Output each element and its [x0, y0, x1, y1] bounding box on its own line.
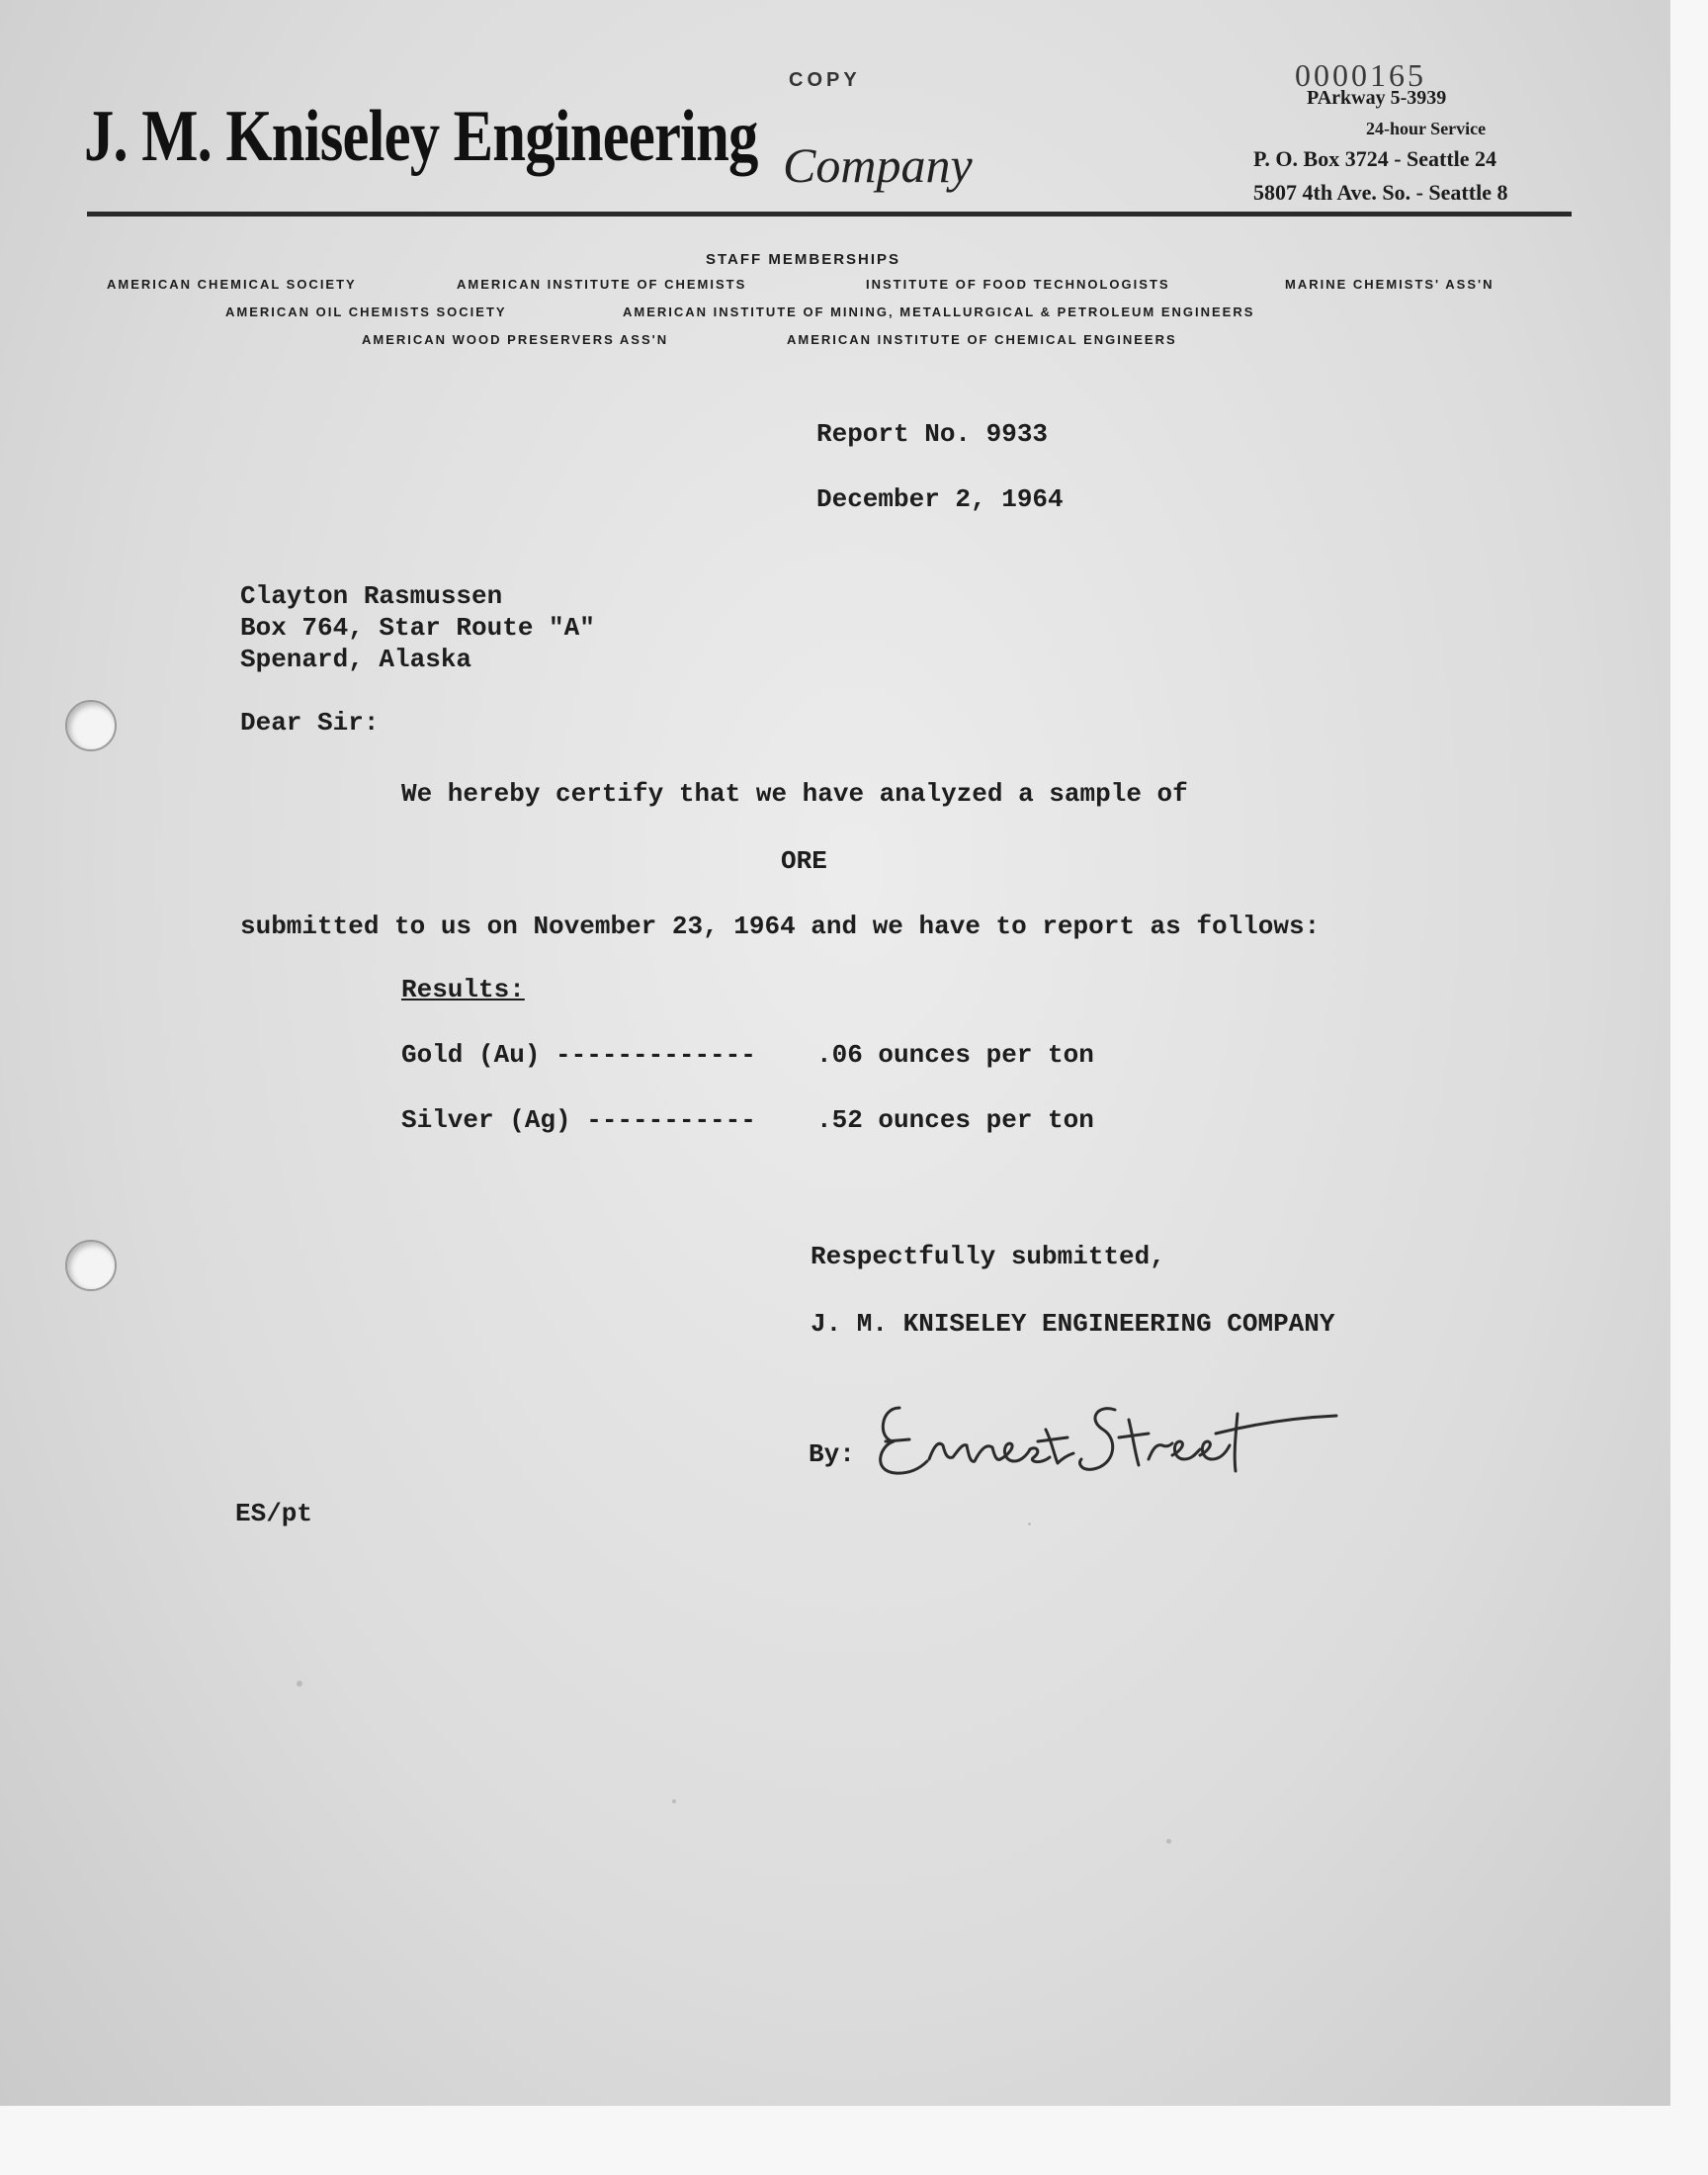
result-element: Gold (Au) ------------- [401, 1040, 756, 1070]
membership-item: AMERICAN INSTITUTE OF MINING, METALLURGICAL & PETROLEUM ENGINEERS [623, 304, 1255, 319]
result-value: .52 ounces per ton [816, 1105, 1094, 1135]
company-word: Company [783, 137, 973, 193]
by-label: By: [809, 1439, 855, 1469]
closing: Respectfully submitted, [811, 1242, 1165, 1271]
po-box-address: P. O. Box 3724 - Seattle 24 [1253, 146, 1497, 171]
salutation: Dear Sir: [240, 708, 380, 738]
scan-speck [1166, 1839, 1171, 1844]
signing-company: J. M. KNISELEY ENGINEERING COMPANY [811, 1309, 1335, 1339]
membership-item: AMERICAN INSTITUTE OF CHEMISTS [457, 277, 747, 292]
sample-material: ORE [781, 846, 827, 876]
memberships-title: STAFF MEMBERSHIPS [706, 251, 901, 268]
punch-hole [65, 1240, 117, 1291]
punch-hole [65, 700, 117, 751]
document-number: 0000165 [1295, 57, 1426, 93]
recipient-name: Clayton Rasmussen [240, 581, 503, 611]
scan-speck [1028, 1522, 1031, 1525]
membership-item: INSTITUTE OF FOOD TECHNOLOGISTS [866, 277, 1170, 292]
result-value: .06 ounces per ton [816, 1040, 1094, 1070]
letterhead-divider [87, 212, 1572, 217]
recipient-address-line: Spenard, Alaska [240, 645, 472, 674]
scan-speck [672, 1799, 676, 1803]
membership-item: AMERICAN WOOD PRESERVERS ASS'N [362, 332, 669, 347]
scan-edge-right [1670, 0, 1708, 2175]
scan-edge-bottom [0, 2106, 1708, 2175]
signature-image [870, 1380, 1344, 1489]
copy-stamp: COPY [789, 69, 861, 91]
recipient-address-line: Box 764, Star Route "A" [240, 613, 595, 643]
report-date: December 2, 1964 [816, 484, 1064, 514]
service-hours: 24-hour Service [1366, 119, 1487, 138]
membership-item: MARINE CHEMISTS' ASS'N [1285, 277, 1494, 292]
report-number: Report No. 9933 [816, 419, 1049, 449]
results-label: Results: [401, 975, 525, 1004]
membership-item: AMERICAN CHEMICAL SOCIETY [107, 277, 357, 292]
submitted-line: submitted to us on November 23, 1964 and we have to report as follows: [240, 912, 1321, 941]
certify-line: We hereby certify that we have analyzed a sample of [401, 779, 1188, 809]
street-address: 5807 4th Ave. So. - Seattle 8 [1253, 180, 1508, 205]
membership-item: AMERICAN INSTITUTE OF CHEMICAL ENGINEERS [787, 332, 1177, 347]
membership-item: AMERICAN OIL CHEMISTS SOCIETY [225, 304, 507, 319]
phone-number: PArkway 5-3939 [1307, 87, 1447, 109]
result-element: Silver (Ag) ----------- [401, 1105, 756, 1135]
company-name: J. M. Kniseley Engineering [84, 96, 758, 177]
scan-speck [297, 1681, 302, 1687]
typist-initials: ES/pt [235, 1499, 313, 1528]
